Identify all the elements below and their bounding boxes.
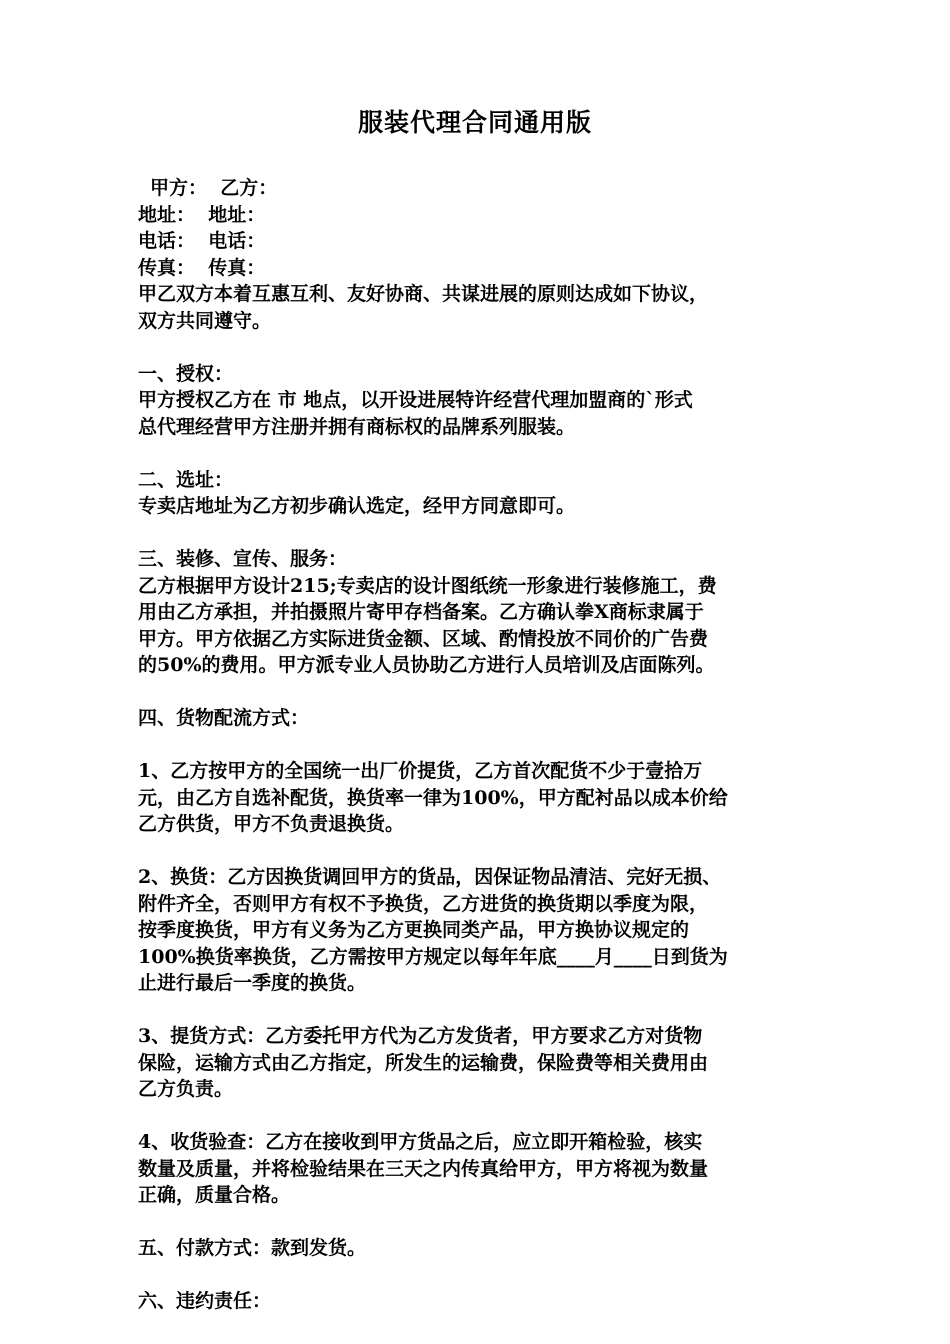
section-heading-liability: 六、违约责任： <box>138 1290 272 1312</box>
clause-text-line: 乙方负责。 <box>138 1078 234 1100</box>
preamble-line: 甲乙双方本着互惠互利、友好协商、共谋进展的原则达成如下协议， <box>138 283 709 305</box>
clause-text-line: 元，由乙方自选补配货，换货率一律为100%，甲方配衬品以成本价给 <box>138 786 728 809</box>
paragraph-gap <box>138 334 828 361</box>
section-heading-authorization: 一、授权： <box>138 362 234 385</box>
clause-text-line: 止进行最后一季度的换货。 <box>138 972 367 994</box>
paragraph-gap <box>138 1209 828 1236</box>
clause-text-line: 保险，运输方式由乙方指定，所发生的运输费，保险费等相关费用由 <box>138 1051 709 1074</box>
clause-text-line: 正确，质量合格。 <box>138 1184 291 1206</box>
section-text-line: 乙方根据甲方设计215;专卖店的设计图纸统一形象进行装修施工，费 <box>138 574 717 597</box>
section-heading-site: 二、选址： <box>138 468 234 491</box>
section-heading-payment: 五、付款方式：款到发货。 <box>138 1237 367 1259</box>
clause-text-line: 3、提货方式：乙方委托甲方代为乙方发货者，甲方要求乙方对货物 <box>138 1025 703 1047</box>
paragraph-gap <box>138 1262 828 1289</box>
section-text-line: 专卖店地址为乙方初步确认选定，经甲方同意即可。 <box>138 495 576 517</box>
section-heading-decoration: 三、装修、宣传、服务： <box>138 548 348 570</box>
document-title: 服装代理合同通用版 <box>357 108 592 137</box>
party-names-line: 甲方： 乙方： <box>150 177 278 199</box>
clause-text-line: 按季度换货，甲方有义务为乙方更换同类产品，甲方换协议规定的 <box>138 919 690 941</box>
section-text-line: 用由乙方承担，并拍摄照片寄甲存档备案。乙方确认拳X商标隶属于 <box>138 601 704 623</box>
party-fax-line: 传真： 传真： <box>138 256 266 279</box>
paragraph-gap <box>138 520 828 547</box>
paragraph-gap <box>138 732 828 759</box>
clause-text-line: 4、收货验查：乙方在接收到甲方货品之后，应立即开箱检验，核实 <box>138 1131 703 1153</box>
paragraph-gap <box>138 440 828 467</box>
clause-text-line: 1、乙方按甲方的全国统一出厂价提货，乙方首次配货不少于壹拾万 <box>138 760 703 782</box>
section-text-line: 甲方授权乙方在 市 地点，以开设进展特许经营代理加盟商的`形式 <box>138 389 693 411</box>
clause-text-line: 附件齐全，否则甲方有权不予换货，乙方进货的换货期以季度为限， <box>138 892 709 915</box>
preamble-line: 双方共同遵守。 <box>138 309 272 332</box>
clause-text-line: 乙方供货，甲方不负责退换货。 <box>138 813 405 835</box>
paragraph-gap <box>138 1103 828 1130</box>
party-address-line: 地址： 地址： <box>138 203 266 226</box>
clause-text-line: 100%换货率换货，乙方需按甲方规定以每年年底____月____日到货为 <box>138 945 728 968</box>
paragraph-gap <box>138 838 828 865</box>
section-heading-distribution: 四、货物配流方式： <box>138 707 310 729</box>
paragraph-gap <box>138 679 828 706</box>
clause-text-line: 数量及质量，并将检验结果在三天之内传真给甲方，甲方将视为数量 <box>138 1157 709 1180</box>
section-text-line: 的50%的费用。甲方派专业人员协助乙方进行人员培训及店面陈列。 <box>138 654 715 676</box>
document-body <box>138 175 828 1315</box>
party-phone-line: 电话： 电话： <box>138 230 266 252</box>
section-text-line: 总代理经营甲方注册并拥有商标权的品牌系列服装。 <box>138 415 576 438</box>
paragraph-gap <box>138 997 828 1024</box>
section-text-line: 甲方。甲方依据乙方实际进货金额、区域、酌情投放不同价的广告费 <box>138 627 709 650</box>
clause-text-line: 2、换货：乙方因换货调回甲方的货品，因保证物品清洁、完好无损、 <box>138 866 722 888</box>
